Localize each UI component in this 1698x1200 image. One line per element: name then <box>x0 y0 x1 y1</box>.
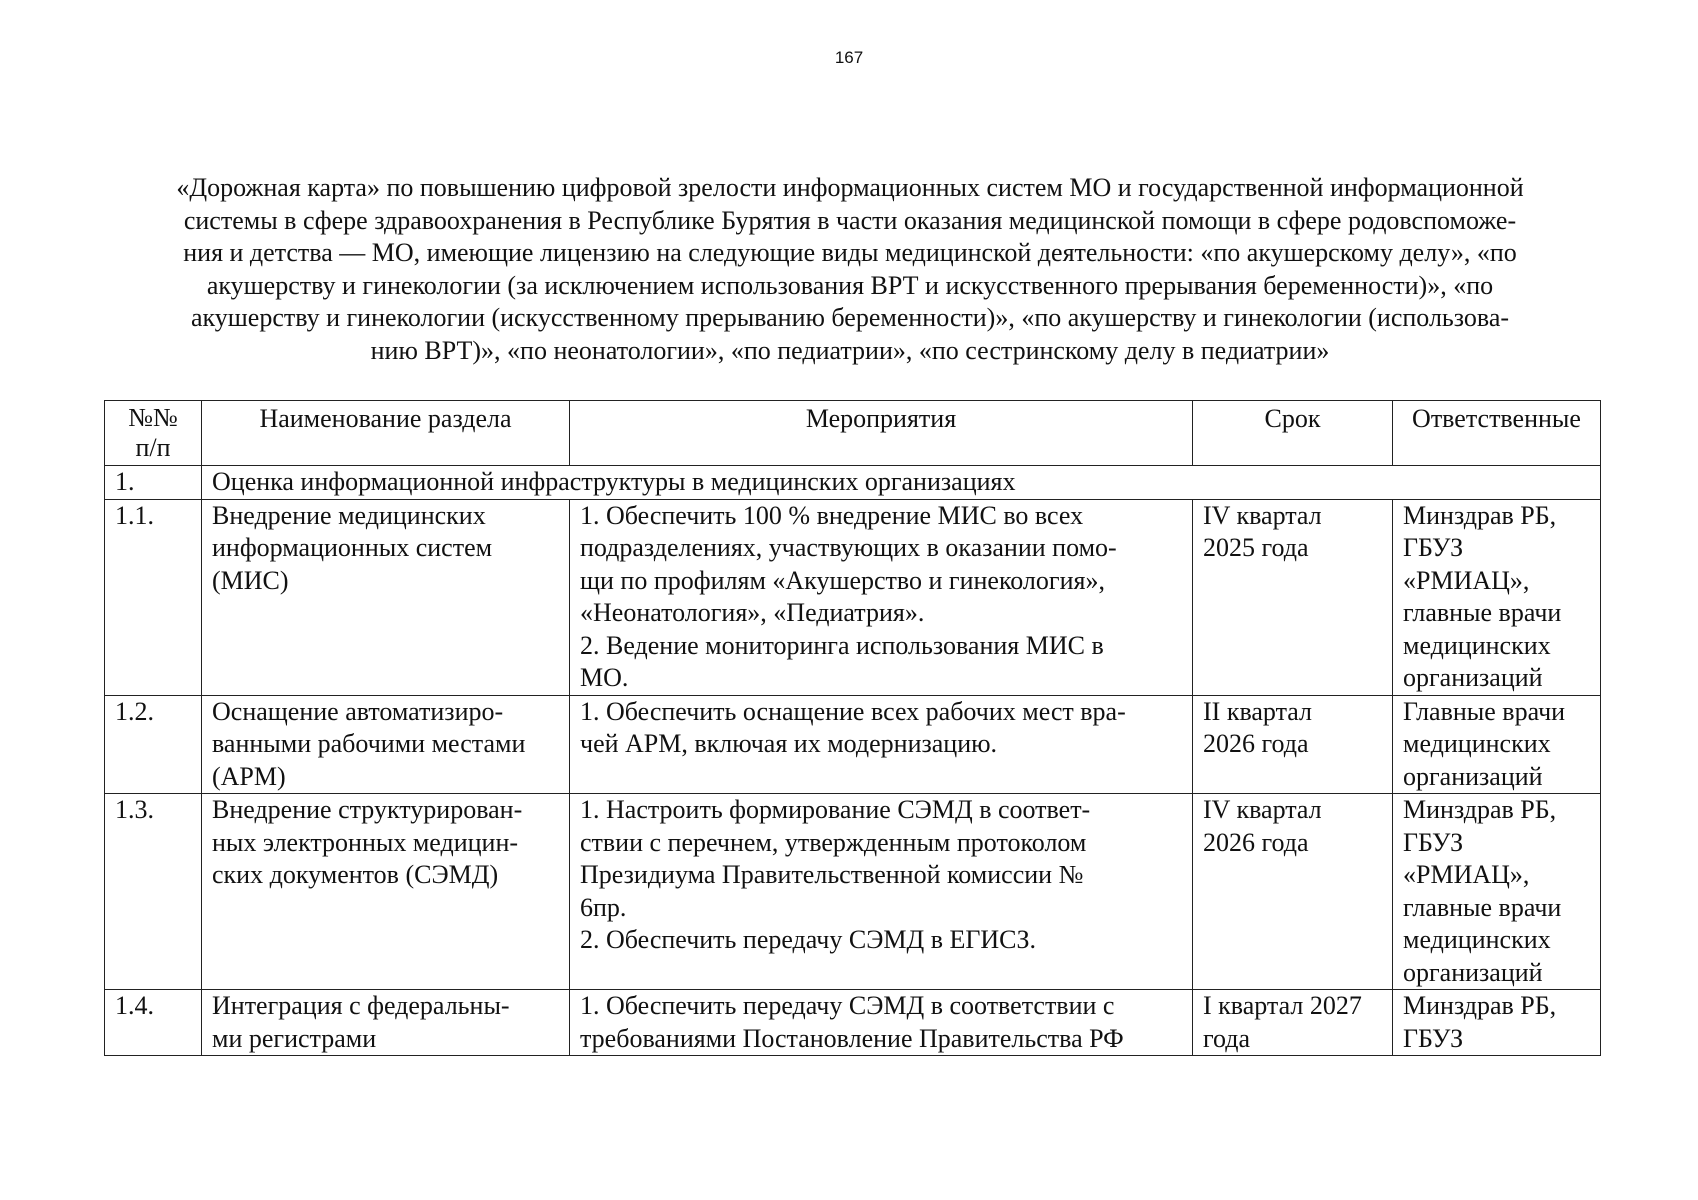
title-line: системы в сфере здравоохранения в Республике Бурятия в части оказания медицинской помощи в сфере родовспоможе- <box>183 205 1517 235</box>
title-line: акушерству и гинекологии (за исключением использования ВРТ и искусственного прерывания беременности)», «по <box>206 270 1494 300</box>
row-responsible: Минздрав РБ, ГБУЗ <box>1393 990 1601 1056</box>
table-row <box>105 990 1601 1056</box>
table-header-row <box>105 401 1601 466</box>
header-number: №№ п/п <box>105 401 202 466</box>
row-deadline: I квартал 2027 года <box>1193 990 1393 1056</box>
row-section-name: Внедрение медицинских информационных систем (МИС) <box>202 499 570 695</box>
title-line: «Дорожная карта» по повышению цифровой зрелости информационных систем МО и государственной информационной <box>176 173 1524 202</box>
row-section-name: Интеграция с федеральны- ми регистрами <box>202 990 570 1056</box>
page-number: 167 <box>834 48 864 67</box>
row-number: 1.4. <box>105 990 202 1056</box>
row-deadline: IV квартал 2026 года <box>1193 794 1393 990</box>
row-activities: 1. Обеспечить 100 % внедрение МИС во всех подразделениях, участвующих в оказании помо- щи по профилям «Акушерство и гинекология», «Неонатология», «Педиатрия». 2. Ведение мониторинга использования МИС в МО. <box>570 499 1193 695</box>
row-responsible: Минздрав РБ, ГБУЗ «РМИАЦ», главные врачи медицинских организаций <box>1393 499 1601 695</box>
document-title <box>105 172 1595 367</box>
row-section-name: Внедрение структурирован- ных электронных медицин- ских документов (СЭМД) <box>202 794 570 990</box>
row-activities: 1. Обеспечить оснащение всех рабочих мест вра- чей АРМ, включая их модернизацию. <box>570 695 1193 794</box>
header-activities: Мероприятия <box>570 401 1193 466</box>
row-section-name: Оснащение автоматизиро- ванными рабочими местами (АРМ) <box>202 695 570 794</box>
row-number: 1.1. <box>105 499 202 695</box>
title-line: нию ВРТ)», «по неонатологии», «по педиатрии», «по сестринскому делу в педиатрии» <box>370 335 1330 365</box>
header-responsible: Ответственные <box>1393 401 1601 466</box>
row-responsible: Главные врачи медицинских организаций <box>1393 695 1601 794</box>
row-deadline: IV квартал 2025 года <box>1193 499 1393 695</box>
roadmap-table <box>104 400 1601 1056</box>
table-row <box>105 794 1601 990</box>
title-line: акушерству и гинекологии (искусственному прерыванию беременности)», «по акушерству и гинекологии (использова- <box>190 303 1510 332</box>
table-row <box>105 695 1601 794</box>
table-row <box>105 499 1601 695</box>
section-number: 1. <box>105 466 202 500</box>
section-title: Оценка информационной инфраструктуры в медицинских организациях <box>202 466 1601 500</box>
header-deadline: Срок <box>1193 401 1393 466</box>
row-number: 1.2. <box>105 695 202 794</box>
header-section-name: Наименование раздела <box>202 401 570 466</box>
section-row <box>105 466 1601 500</box>
row-number: 1.3. <box>105 794 202 990</box>
row-responsible: Минздрав РБ, ГБУЗ «РМИАЦ», главные врачи медицинских организаций <box>1393 794 1601 990</box>
row-activities: 1. Настроить формирование СЭМД в соответ- ствии с перечнем, утвержденным протоколом Президиума Правительственной комиссии № 6пр. 2. Обеспечить передачу СЭМД в ЕГИСЗ. <box>570 794 1193 990</box>
row-activities: 1. Обеспечить передачу СЭМД в соответствии с требованиями Постановление Правительства РФ <box>570 990 1193 1056</box>
title-line: ния и детства — МО, имеющие лицензию на следующие виды медицинской деятельности: «по акушерскому делу», «по <box>183 238 1517 267</box>
row-deadline: II квартал 2026 года <box>1193 695 1393 794</box>
